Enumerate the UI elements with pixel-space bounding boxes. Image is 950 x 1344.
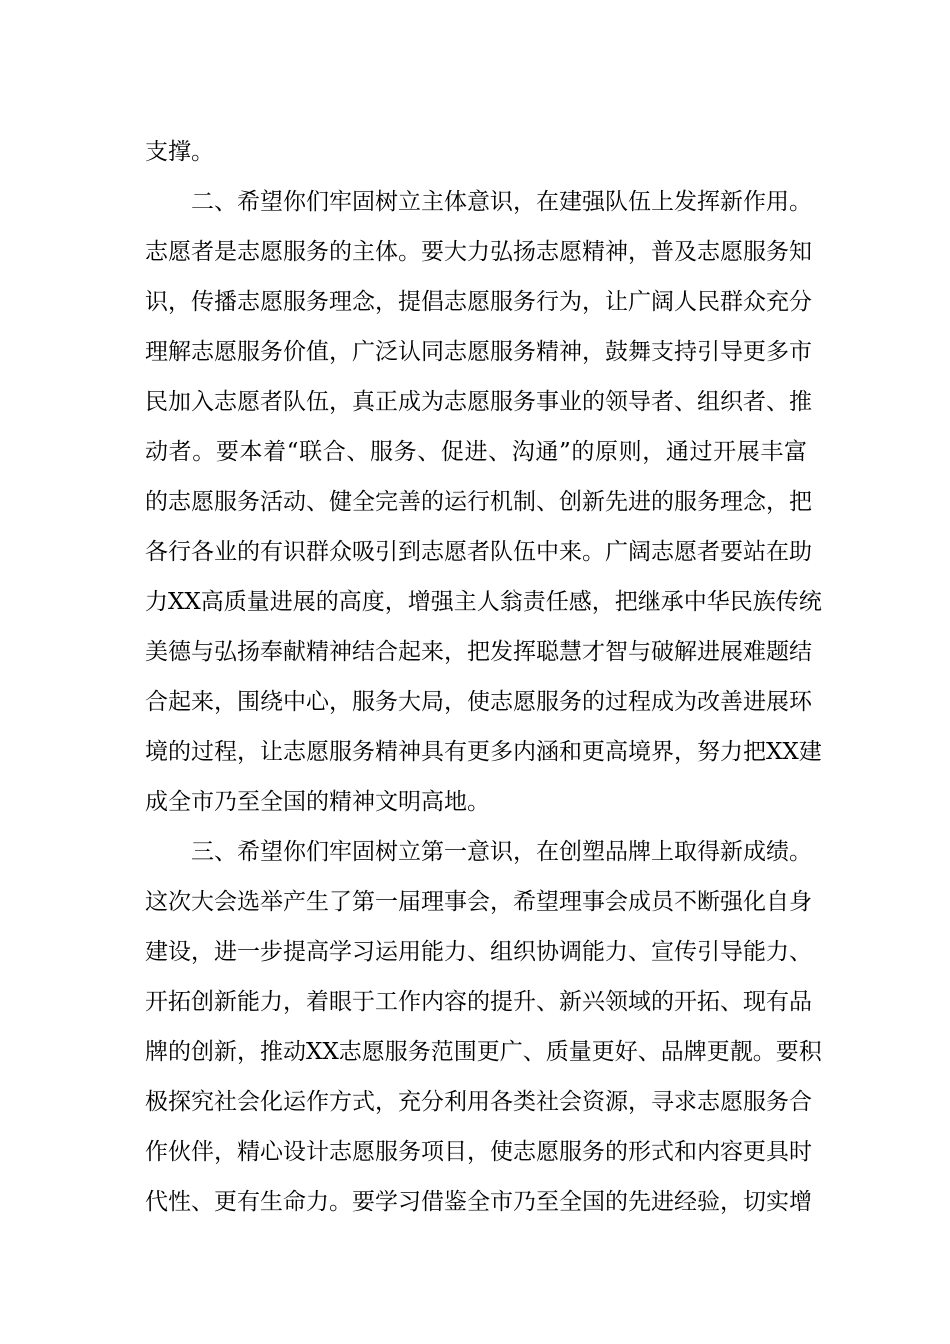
text-line: 代性、更有生命力。要学习借鉴全市乃至全国的先进经验，切实增 bbox=[145, 1189, 812, 1215]
text-line: 成全市乃至全国的精神文明高地。 bbox=[145, 789, 490, 815]
text-line: 力XX高质量进展的高度，增强主人翁责任感，把继承中华民族传统 bbox=[145, 589, 822, 615]
paragraph-heading-2: 二、希望你们牢固树立主体意识，在建强队伍上发挥新作用。 bbox=[191, 189, 812, 215]
text-line: 境的过程，让志愿服务精神具有更多内涵和更高境界，努力把XX建 bbox=[145, 739, 822, 765]
text-line: 各行各业的有识群众吸引到志愿者队伍中来。广阔志愿者要站在助 bbox=[145, 539, 812, 565]
text-line: 志愿者是志愿服务的主体。要大力弘扬志愿精神，普及志愿服务知 bbox=[145, 239, 812, 265]
text-line: 美德与弘扬奉献精神结合起来，把发挥聪慧才智与破解进展难题结 bbox=[145, 639, 812, 665]
text-line: 的志愿服务活动、健全完善的运行机制、创新先进的服务理念，把 bbox=[145, 489, 812, 515]
text-line: 民加入志愿者队伍，真正成为志愿服务事业的领导者、组织者、推 bbox=[145, 389, 812, 415]
paragraph-heading-3: 三、希望你们牢固树立第一意识，在创塑品牌上取得新成绩。 bbox=[191, 839, 812, 865]
text-line: 支撑。 bbox=[145, 139, 214, 165]
text-line: 牌的创新，推动XX志愿服务范围更广、质量更好、品牌更靓。要积 bbox=[145, 1039, 822, 1065]
text-line: 极探究社会化运作方式，充分利用各类社会资源，寻求志愿服务合 bbox=[145, 1089, 812, 1115]
text-line: 识，传播志愿服务理念，提倡志愿服务行为，让广阔人民群众充分 bbox=[145, 289, 812, 315]
text-line: 合起来，围绕中心，服务大局，使志愿服务的过程成为改善进展环 bbox=[145, 689, 812, 715]
text-line: 建设，进一步提高学习运用能力、组织协调能力、宣传引导能力、 bbox=[145, 939, 812, 965]
text-line: 这次大会选举产生了第一届理事会，希望理事会成员不断强化自身 bbox=[145, 889, 812, 915]
text-line: 动者。要本着“联合、服务、促进、沟通”的原则，通过开展丰富 bbox=[145, 439, 807, 465]
text-line: 理解志愿服务价值，广泛认同志愿服务精神，鼓舞支持引导更多市 bbox=[145, 339, 812, 365]
text-line: 开拓创新能力，着眼于工作内容的提升、新兴领域的开拓、现有品 bbox=[145, 989, 812, 1015]
text-line: 作伙伴，精心设计志愿服务项目，使志愿服务的形式和内容更具时 bbox=[145, 1139, 812, 1165]
